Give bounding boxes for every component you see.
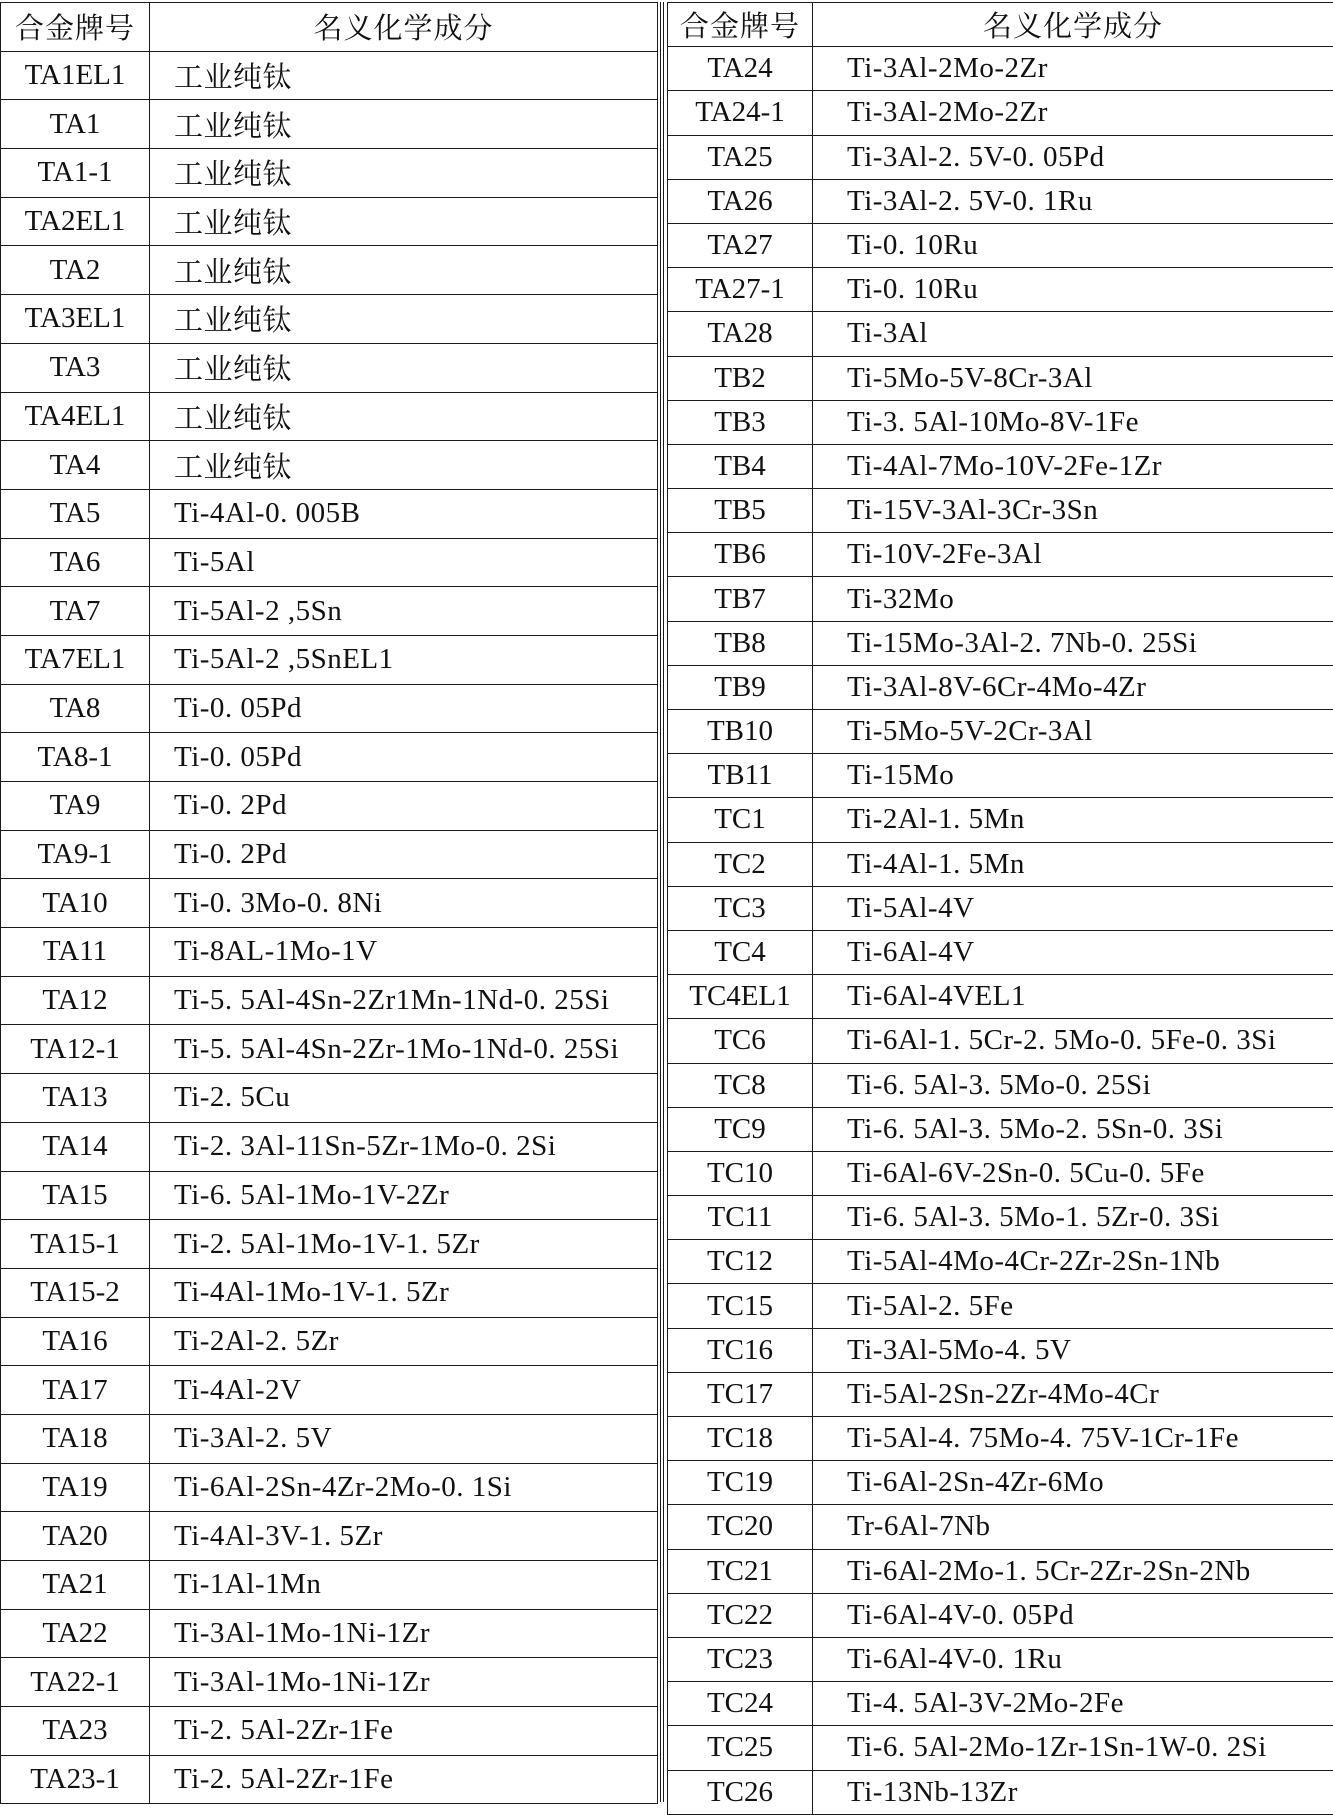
alloy-grade: TA12-1 bbox=[1, 1025, 150, 1074]
nominal-composition: Ti-3. 5Al-10Mo-8V-1Fe bbox=[813, 400, 1333, 444]
alloy-grade: TC3 bbox=[668, 886, 813, 930]
table-row bbox=[668, 1284, 1333, 1328]
alloy-grade: TA1 bbox=[1, 100, 150, 149]
alloy-grade: TA8 bbox=[1, 684, 150, 733]
table-row bbox=[1, 1609, 658, 1658]
table-row bbox=[1, 1220, 658, 1269]
nominal-composition: Ti-4Al-2V bbox=[150, 1366, 658, 1415]
table-row bbox=[1, 879, 658, 928]
alloy-grade: TA4EL1 bbox=[1, 392, 150, 441]
nominal-composition: Ti-3Al-8V-6Cr-4Mo-4Zr bbox=[813, 665, 1333, 709]
nominal-composition: Ti-4Al-1. 5Mn bbox=[813, 842, 1333, 886]
alloy-grade: TA8-1 bbox=[1, 733, 150, 782]
table-row bbox=[1, 1317, 658, 1366]
nominal-composition: Ti-3Al bbox=[813, 312, 1333, 356]
alloy-grade: TC10 bbox=[668, 1151, 813, 1195]
alloy-grade: TA1-1 bbox=[1, 149, 150, 198]
alloy-grade: TC21 bbox=[668, 1549, 813, 1593]
alloy-grade: TA5 bbox=[1, 489, 150, 538]
alloy-grade: TC1 bbox=[668, 798, 813, 842]
table-row bbox=[668, 798, 1333, 842]
table-row bbox=[668, 975, 1333, 1019]
nominal-composition: 工业纯钛 bbox=[150, 100, 658, 149]
nominal-composition: 工业纯钛 bbox=[150, 343, 658, 392]
table-row bbox=[668, 1505, 1333, 1549]
table-row bbox=[668, 754, 1333, 798]
header-row bbox=[1, 3, 658, 52]
nominal-composition: Ti-5Al-2 ,5SnEL1 bbox=[150, 635, 658, 684]
nominal-composition: Ti-0. 2Pd bbox=[150, 830, 658, 879]
alloy-grade: TA17 bbox=[1, 1366, 150, 1415]
table-row bbox=[1, 928, 658, 977]
table-row bbox=[668, 1151, 1333, 1195]
nominal-composition: Ti-6. 5Al-3. 5Mo-0. 25Si bbox=[813, 1063, 1333, 1107]
table-row bbox=[1, 441, 658, 490]
alloy-grade: TB2 bbox=[668, 356, 813, 400]
alloy-grade: TC17 bbox=[668, 1372, 813, 1416]
nominal-composition: Ti-5Al-4V bbox=[813, 886, 1333, 930]
table-row bbox=[668, 1682, 1333, 1726]
table-row bbox=[668, 886, 1333, 930]
alloy-grade: TA28 bbox=[668, 312, 813, 356]
nominal-composition: Ti-4Al-0. 005B bbox=[150, 489, 658, 538]
table-row bbox=[1, 1366, 658, 1415]
alloy-grade: TA4 bbox=[1, 441, 150, 490]
alloy-grade: TA2 bbox=[1, 246, 150, 295]
nominal-composition: Ti-5. 5Al-4Sn-2Zr-1Mo-1Nd-0. 25Si bbox=[150, 1025, 658, 1074]
alloy-grade: TC26 bbox=[668, 1770, 813, 1814]
alloy-grade: TC6 bbox=[668, 1019, 813, 1063]
nominal-composition: Ti-2Al-2. 5Zr bbox=[150, 1317, 658, 1366]
alloy-grade: TC25 bbox=[668, 1726, 813, 1770]
nominal-composition: Ti-10V-2Fe-3Al bbox=[813, 533, 1333, 577]
nominal-composition: Ti-3Al-2Mo-2Zr bbox=[813, 91, 1333, 135]
table-row bbox=[668, 621, 1333, 665]
nominal-composition: Ti-4Al-7Mo-10V-2Fe-1Zr bbox=[813, 444, 1333, 488]
alloy-grade: TA22 bbox=[1, 1609, 150, 1658]
nominal-composition: 工业纯钛 bbox=[150, 246, 658, 295]
alloy-grade: TA9-1 bbox=[1, 830, 150, 879]
nominal-composition: Ti-5Al-2Sn-2Zr-4Mo-4Cr bbox=[813, 1372, 1333, 1416]
alloy-grade: TA13 bbox=[1, 1074, 150, 1123]
nominal-composition: Ti-15V-3Al-3Cr-3Sn bbox=[813, 489, 1333, 533]
header-row bbox=[668, 3, 1333, 47]
alloy-grade: TB8 bbox=[668, 621, 813, 665]
alloy-grade: TC4 bbox=[668, 930, 813, 974]
nominal-composition: Ti-1Al-1Mn bbox=[150, 1561, 658, 1610]
alloy-grade: TA27-1 bbox=[668, 268, 813, 312]
table-row bbox=[1, 1268, 658, 1317]
nominal-composition: Ti-6Al-6V-2Sn-0. 5Cu-0. 5Fe bbox=[813, 1151, 1333, 1195]
table-row bbox=[1, 830, 658, 879]
table-row bbox=[1, 587, 658, 636]
table-row bbox=[668, 1417, 1333, 1461]
nominal-composition: Ti-5Al bbox=[150, 538, 658, 587]
table-row bbox=[1, 489, 658, 538]
nominal-composition: Ti-6Al-2Sn-4Zr-6Mo bbox=[813, 1461, 1333, 1505]
alloy-grade: TA15 bbox=[1, 1171, 150, 1220]
nominal-composition: Ti-5Mo-5V-2Cr-3Al bbox=[813, 710, 1333, 754]
nominal-composition: Ti-6Al-1. 5Cr-2. 5Mo-0. 5Fe-0. 3Si bbox=[813, 1019, 1333, 1063]
table-row bbox=[668, 135, 1333, 179]
table-row bbox=[668, 533, 1333, 577]
alloy-grade: TA20 bbox=[1, 1512, 150, 1561]
alloy-grade: TA1EL1 bbox=[1, 51, 150, 100]
alloy-grade: TC8 bbox=[668, 1063, 813, 1107]
nominal-composition: Ti-6. 5Al-3. 5Mo-2. 5Sn-0. 3Si bbox=[813, 1107, 1333, 1151]
nominal-composition: Ti-3Al-2. 5V-0. 1Ru bbox=[813, 179, 1333, 223]
nominal-composition: Ti-6Al-4V-0. 05Pd bbox=[813, 1593, 1333, 1637]
table-row bbox=[1, 1658, 658, 1707]
alloy-grade: TA24 bbox=[668, 47, 813, 91]
table-row bbox=[1, 976, 658, 1025]
alloy-grade: TA9 bbox=[1, 782, 150, 831]
column-divider bbox=[660, 2, 664, 1802]
nominal-composition: Ti-0. 05Pd bbox=[150, 684, 658, 733]
alloy-grade: TC23 bbox=[668, 1637, 813, 1681]
alloy-grade: TC22 bbox=[668, 1593, 813, 1637]
alloy-grade: TB4 bbox=[668, 444, 813, 488]
table-row bbox=[668, 842, 1333, 886]
nominal-composition: Ti-3Al-1Mo-1Ni-1Zr bbox=[150, 1658, 658, 1707]
table-row bbox=[668, 444, 1333, 488]
table-row bbox=[668, 1593, 1333, 1637]
table-row bbox=[668, 665, 1333, 709]
alloy-grade: TA23-1 bbox=[1, 1755, 150, 1804]
nominal-composition: Ti-5Al-2. 5Fe bbox=[813, 1284, 1333, 1328]
nominal-composition: Ti-0. 2Pd bbox=[150, 782, 658, 831]
nominal-composition: Ti-2Al-1. 5Mn bbox=[813, 798, 1333, 842]
alloy-grade: TA3EL1 bbox=[1, 295, 150, 344]
table-row bbox=[668, 930, 1333, 974]
alloy-grade: TA25 bbox=[668, 135, 813, 179]
alloy-grade: TA22-1 bbox=[1, 1658, 150, 1707]
alloy-grade: TB3 bbox=[668, 400, 813, 444]
nominal-composition: Ti-0. 10Ru bbox=[813, 268, 1333, 312]
table-row bbox=[668, 400, 1333, 444]
alloy-grade: TB11 bbox=[668, 754, 813, 798]
table-row bbox=[668, 1372, 1333, 1416]
nominal-composition: Ti-5Al-2 ,5Sn bbox=[150, 587, 658, 636]
table-row bbox=[668, 577, 1333, 621]
table-row bbox=[668, 91, 1333, 135]
alloy-grade: TA27 bbox=[668, 223, 813, 267]
table-row bbox=[1, 1171, 658, 1220]
table-row bbox=[1, 149, 658, 198]
nominal-composition: Ti-3Al-2. 5V bbox=[150, 1414, 658, 1463]
nominal-composition: Ti-0. 05Pd bbox=[150, 733, 658, 782]
alloy-grade: TA19 bbox=[1, 1463, 150, 1512]
alloy-grade: TB6 bbox=[668, 533, 813, 577]
alloy-grade: TA7 bbox=[1, 587, 150, 636]
nominal-composition: Ti-5Al-4. 75Mo-4. 75V-1Cr-1Fe bbox=[813, 1417, 1333, 1461]
left-table bbox=[0, 2, 658, 1804]
grade-header: 合金牌号 bbox=[668, 3, 813, 47]
nominal-composition: Ti-6Al-4V bbox=[813, 930, 1333, 974]
nominal-composition: Ti-6. 5Al-3. 5Mo-1. 5Zr-0. 3Si bbox=[813, 1196, 1333, 1240]
alloy-grade: TA15-1 bbox=[1, 1220, 150, 1269]
nominal-composition: Ti-5. 5Al-4Sn-2Zr1Mn-1Nd-0. 25Si bbox=[150, 976, 658, 1025]
alloy-grade: TA14 bbox=[1, 1122, 150, 1171]
alloy-grade: TA3 bbox=[1, 343, 150, 392]
alloy-grade: TA11 bbox=[1, 928, 150, 977]
alloy-grade: TA15-2 bbox=[1, 1268, 150, 1317]
table-row bbox=[668, 710, 1333, 754]
nominal-composition: Ti-6Al-4V-0. 1Ru bbox=[813, 1637, 1333, 1681]
table-row bbox=[1, 295, 658, 344]
table-row bbox=[1, 733, 658, 782]
alloy-grade: TA21 bbox=[1, 1561, 150, 1610]
alloy-grade: TB10 bbox=[668, 710, 813, 754]
alloy-grade: TA23 bbox=[1, 1707, 150, 1756]
nominal-composition: Ti-4. 5Al-3V-2Mo-2Fe bbox=[813, 1682, 1333, 1726]
alloy-grade: TA18 bbox=[1, 1414, 150, 1463]
alloy-grade: TC15 bbox=[668, 1284, 813, 1328]
table-row bbox=[668, 1107, 1333, 1151]
table-row bbox=[668, 356, 1333, 400]
alloy-grade: TC19 bbox=[668, 1461, 813, 1505]
table-row bbox=[1, 1414, 658, 1463]
alloy-grade: TC20 bbox=[668, 1505, 813, 1549]
table-row bbox=[668, 1063, 1333, 1107]
table-row bbox=[1, 197, 658, 246]
right-table-body bbox=[668, 47, 1333, 1815]
nominal-composition: Ti-0. 10Ru bbox=[813, 223, 1333, 267]
nominal-composition: Ti-2. 5Al-2Zr-1Fe bbox=[150, 1707, 658, 1756]
nominal-composition: Ti-6Al-4VEL1 bbox=[813, 975, 1333, 1019]
right-table bbox=[667, 2, 1333, 1815]
nominal-composition: Ti-3Al-2. 5V-0. 05Pd bbox=[813, 135, 1333, 179]
table-row bbox=[1, 1122, 658, 1171]
alloy-grade: TC12 bbox=[668, 1240, 813, 1284]
alloy-grade: TB7 bbox=[668, 577, 813, 621]
table-row bbox=[668, 1549, 1333, 1593]
nominal-composition: Ti-0. 3Mo-0. 8Ni bbox=[150, 879, 658, 928]
table-row bbox=[1, 1074, 658, 1123]
nominal-composition: Ti-3Al-2Mo-2Zr bbox=[813, 47, 1333, 91]
table-row bbox=[1, 538, 658, 587]
alloy-grade: TC4EL1 bbox=[668, 975, 813, 1019]
alloy-grade: TC18 bbox=[668, 1417, 813, 1461]
alloy-grade: TB9 bbox=[668, 665, 813, 709]
table-row bbox=[668, 312, 1333, 356]
table-row bbox=[1, 51, 658, 100]
table-row bbox=[1, 392, 658, 441]
nominal-composition: Ti-6Al-2Mo-1. 5Cr-2Zr-2Sn-2Nb bbox=[813, 1549, 1333, 1593]
alloy-grade: TB5 bbox=[668, 489, 813, 533]
table-row bbox=[1, 1512, 658, 1561]
table-row bbox=[1, 1707, 658, 1756]
nominal-composition: Ti-5Al-4Mo-4Cr-2Zr-2Sn-1Nb bbox=[813, 1240, 1333, 1284]
table-row bbox=[1, 1755, 658, 1804]
nominal-composition: Ti-3Al-1Mo-1Ni-1Zr bbox=[150, 1609, 658, 1658]
alloy-grade: TA10 bbox=[1, 879, 150, 928]
nominal-composition: Ti-15Mo-3Al-2. 7Nb-0. 25Si bbox=[813, 621, 1333, 665]
nominal-composition: Ti-4Al-3V-1. 5Zr bbox=[150, 1512, 658, 1561]
alloy-grade: TA12 bbox=[1, 976, 150, 1025]
alloy-grade: TC9 bbox=[668, 1107, 813, 1151]
nominal-composition: Ti-6Al-2Sn-4Zr-2Mo-0. 1Si bbox=[150, 1463, 658, 1512]
table-row bbox=[668, 1637, 1333, 1681]
table-row bbox=[668, 1461, 1333, 1505]
nominal-composition: Ti-5Mo-5V-8Cr-3Al bbox=[813, 356, 1333, 400]
nominal-composition: 工业纯钛 bbox=[150, 392, 658, 441]
nominal-composition: Ti-13Nb-13Zr bbox=[813, 1770, 1333, 1814]
nominal-composition: Ti-6. 5Al-2Mo-1Zr-1Sn-1W-0. 2Si bbox=[813, 1726, 1333, 1770]
table-row bbox=[1, 1025, 658, 1074]
table-row bbox=[668, 223, 1333, 267]
table-row bbox=[668, 47, 1333, 91]
nominal-composition: Ti-6. 5Al-1Mo-1V-2Zr bbox=[150, 1171, 658, 1220]
nominal-composition: Ti-4Al-1Mo-1V-1. 5Zr bbox=[150, 1268, 658, 1317]
alloy-grade: TC11 bbox=[668, 1196, 813, 1240]
nominal-composition: 工业纯钛 bbox=[150, 149, 658, 198]
nominal-composition: Ti-15Mo bbox=[813, 754, 1333, 798]
alloy-grade: TA24-1 bbox=[668, 91, 813, 135]
table-row bbox=[668, 1019, 1333, 1063]
table-row bbox=[1, 635, 658, 684]
table-row bbox=[668, 1770, 1333, 1814]
composition-header: 名义化学成分 bbox=[813, 3, 1333, 47]
nominal-composition: Ti-2. 5Cu bbox=[150, 1074, 658, 1123]
table-row bbox=[668, 1196, 1333, 1240]
alloy-grade: TC16 bbox=[668, 1328, 813, 1372]
table-row bbox=[668, 268, 1333, 312]
table-row bbox=[1, 343, 658, 392]
nominal-composition: Ti-2. 5Al-1Mo-1V-1. 5Zr bbox=[150, 1220, 658, 1269]
table-row bbox=[1, 684, 658, 733]
alloy-grade: TA16 bbox=[1, 1317, 150, 1366]
left-table-body bbox=[1, 51, 658, 1804]
nominal-composition: Tr-6Al-7Nb bbox=[813, 1505, 1333, 1549]
table-row bbox=[668, 489, 1333, 533]
table-row bbox=[1, 1561, 658, 1610]
alloy-grade: TA6 bbox=[1, 538, 150, 587]
composition-header: 名义化学成分 bbox=[150, 3, 658, 52]
table-row bbox=[668, 1726, 1333, 1770]
alloy-grade: TC2 bbox=[668, 842, 813, 886]
table-row bbox=[668, 1240, 1333, 1284]
nominal-composition: 工业纯钛 bbox=[150, 197, 658, 246]
nominal-composition: 工业纯钛 bbox=[150, 51, 658, 100]
grade-header: 合金牌号 bbox=[1, 3, 150, 52]
table-row bbox=[1, 782, 658, 831]
nominal-composition: Ti-8AL-1Mo-1V bbox=[150, 928, 658, 977]
alloy-grade: TC24 bbox=[668, 1682, 813, 1726]
nominal-composition: 工业纯钛 bbox=[150, 441, 658, 490]
nominal-composition: Ti-2. 3Al-11Sn-5Zr-1Mo-0. 2Si bbox=[150, 1122, 658, 1171]
nominal-composition: Ti-3Al-5Mo-4. 5V bbox=[813, 1328, 1333, 1372]
alloy-grade: TA7EL1 bbox=[1, 635, 150, 684]
nominal-composition: Ti-32Mo bbox=[813, 577, 1333, 621]
table-row bbox=[1, 1463, 658, 1512]
table-row bbox=[668, 179, 1333, 223]
nominal-composition: 工业纯钛 bbox=[150, 295, 658, 344]
table-row bbox=[668, 1328, 1333, 1372]
table-row bbox=[1, 246, 658, 295]
alloy-grade: TA26 bbox=[668, 179, 813, 223]
nominal-composition: Ti-2. 5Al-2Zr-1Fe bbox=[150, 1755, 658, 1804]
alloy-grade: TA2EL1 bbox=[1, 197, 150, 246]
table-row bbox=[1, 100, 658, 149]
